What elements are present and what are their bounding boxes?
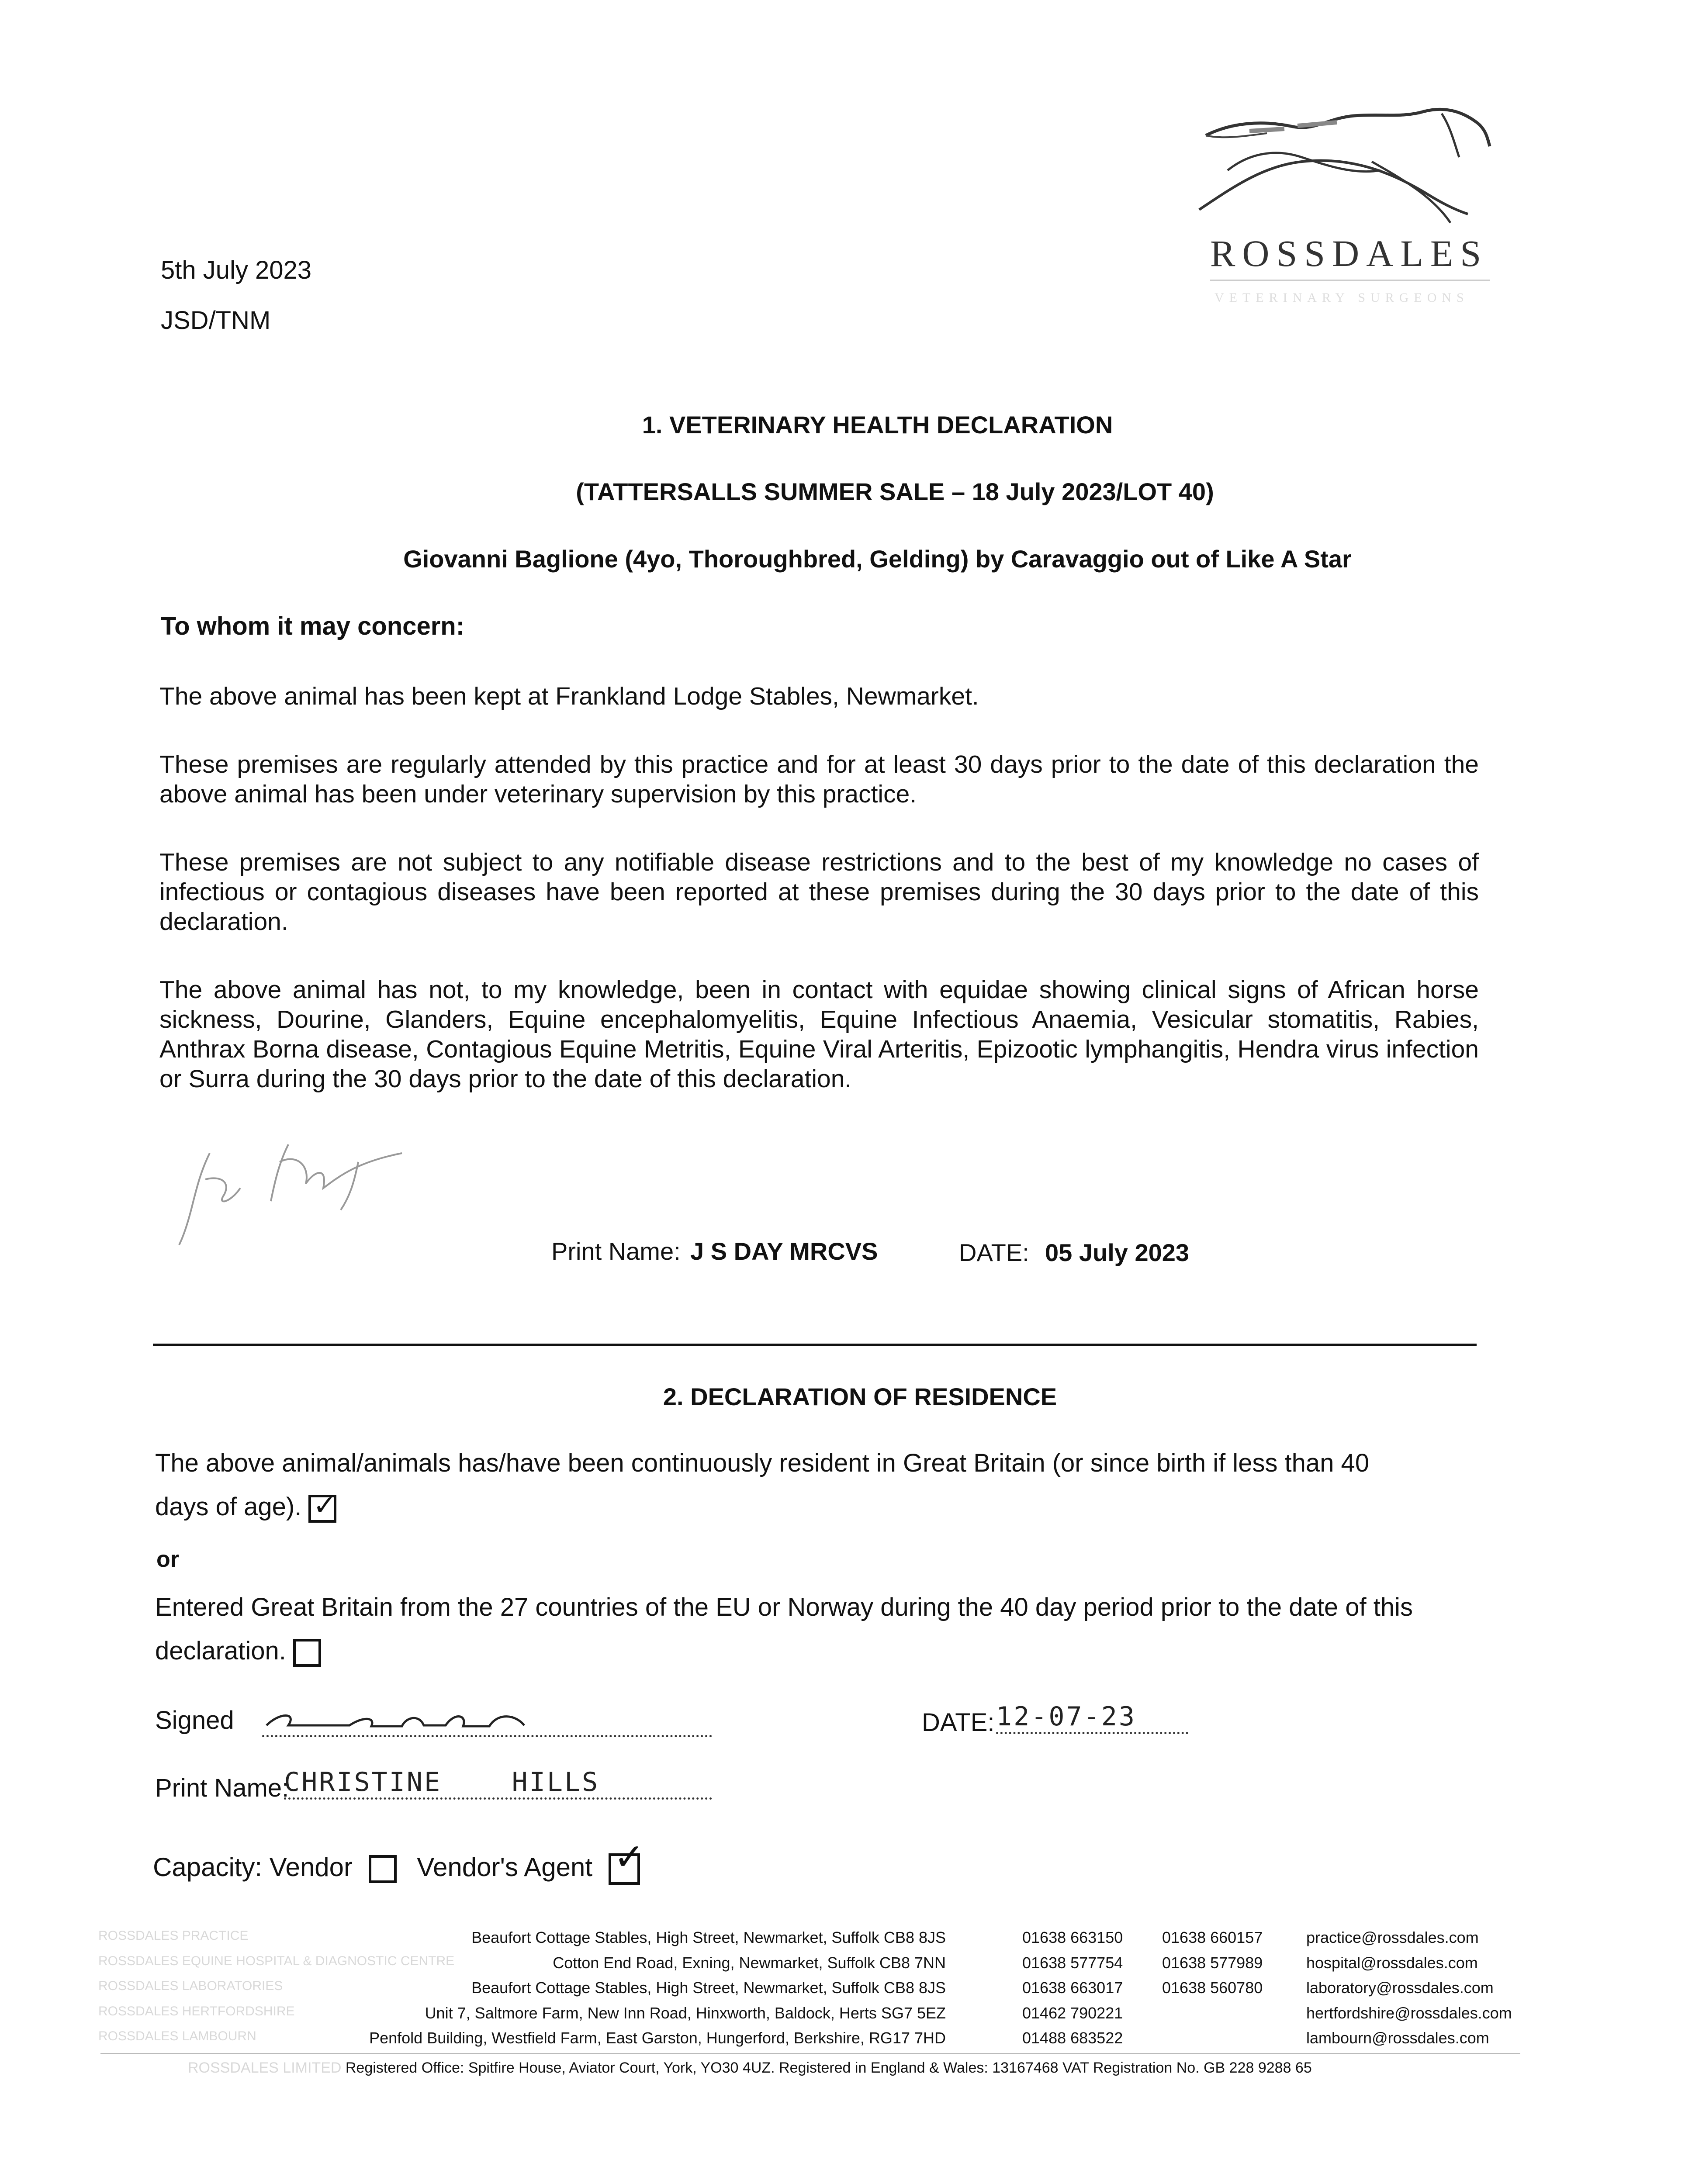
check-mark-icon: ✓ — [313, 1489, 337, 1521]
residence-option-continuous-text: The above animal/animals has/have been continuously resident in Great Britain (or since birth if less than 40 days of age). — [155, 1449, 1370, 1521]
footer-email: lambourn@rossdales.com — [1306, 2029, 1489, 2047]
footer-email: practice@rossdales.com — [1306, 1928, 1479, 1946]
footer-address: Beaufort Cottage Stables, High Street, Newmarket, Suffolk CB8 8JS — [471, 1928, 946, 1946]
footer-fax: 01638 577989 — [1162, 1954, 1263, 1972]
section-divider — [153, 1344, 1477, 1346]
footer-dept: ROSSDALES LAMBOURN — [98, 2029, 256, 2043]
vet-date: 05 July 2023 — [1045, 1239, 1190, 1266]
footer-dept: ROSSDALES HERTFORDSHIRE — [98, 2004, 295, 2018]
letter-date: 5th July 2023 — [161, 256, 312, 284]
residence-option-entered-text: Entered Great Britain from the 27 countries of the EU or Norway during the 40 day period prior to the date of this declaration. — [155, 1593, 1413, 1665]
footer-email: hospital@rossdales.com — [1306, 1954, 1478, 1972]
footer-registered — [188, 2060, 1312, 2077]
footer-company: ROSSDALES LIMITED — [188, 2060, 342, 2076]
owner-print-name: CHRISTINE HILLS — [284, 1767, 712, 1800]
footer-email: laboratory@rossdales.com — [1306, 1979, 1494, 1997]
footer-divider — [100, 2053, 1520, 2054]
owner-signature — [262, 1704, 568, 1734]
residence-option-entered — [155, 1586, 1422, 1673]
logo-name: ROSSDALES — [1210, 232, 1488, 274]
footer-address: Unit 7, Saltmore Farm, New Inn Road, Hinxworth, Baldock, Herts SG7 5EZ — [425, 2004, 946, 2022]
footer-tel: 01638 663150 — [1022, 1928, 1123, 1946]
check-mark-icon: ✓ — [613, 1836, 645, 1878]
footer-dept: ROSSDALES PRACTICE — [98, 1928, 249, 1943]
capacity-row — [153, 1836, 645, 1885]
footer-tel: 01462 790221 — [1022, 2004, 1123, 2022]
footer-registered-text: Registered Office: Spitfire House, Aviator Court, York, YO30 4UZ. Registered in England & Wales: 13167468 VAT Registration No. GB 228 9288 65 — [345, 2060, 1312, 2076]
vet-date-label: DATE: — [959, 1239, 1029, 1266]
section2-title: 2. DECLARATION OF RESIDENCE — [663, 1383, 1057, 1410]
footer-fax: 01638 560780 — [1162, 1979, 1263, 1997]
paragraph-kept-at: The above animal has been kept at Frankland Lodge Stables, Newmarket. — [159, 682, 979, 710]
logo-subtitle: VETERINARY SURGEONS — [1214, 290, 1469, 305]
footer-email: hertfordshire@rossdales.com — [1306, 2004, 1512, 2022]
letter-reference: JSD/TNM — [161, 306, 271, 335]
residence-continuous-checkbox[interactable] — [308, 1489, 337, 1523]
paragraph-no-restrictions: These premises are not subject to any notifiable disease restrictions and to the best of my knowledge no cases of infectious or contagious diseases have been reported at these premises during the 30 days prior to the date of this declaration. — [159, 848, 1479, 936]
vet-print-name: J S DAY MRCVS — [690, 1237, 878, 1265]
logo-divider — [1210, 280, 1490, 281]
signed-label: Signed — [155, 1706, 234, 1735]
horse-logo-icon — [1197, 105, 1503, 232]
or-label: or — [156, 1547, 179, 1572]
residence-entered-checkbox[interactable] — [293, 1639, 321, 1667]
footer-dept: ROSSDALES EQUINE HOSPITAL & DIAGNOSTIC CENTRE — [98, 1954, 455, 1968]
sale-line: (TATTERSALLS SUMMER SALE – 18 July 2023/LOT 40) — [576, 478, 1214, 505]
vendor-agent-label: Vendor's Agent — [417, 1852, 593, 1882]
capacity-vendor-label: Capacity: Vendor — [153, 1852, 353, 1882]
footer-dept: ROSSDALES LABORATORIES — [98, 1979, 283, 1993]
vet-signature — [175, 1136, 419, 1258]
paragraph-no-contact: The above animal has not, to my knowledge, been in contact with equidae showing clinical signs of African horse sickness, Dourine, Glanders, Equine encephalomyelitis, Equine Infectious Anaemia, Vesicular stomatitis, Rabies, Anthrax Borna disease, Contagious Equine Metritis, Equine Viral Arteritis, Epizootic lymphangitis, Hendra virus infection or Surra during the 30 days prior to the date of this declaration. — [159, 976, 1479, 1093]
owner-print-name-label: Print Name: — [155, 1774, 289, 1802]
owner-signature-line — [262, 1704, 712, 1737]
residence-option-continuous — [155, 1441, 1422, 1529]
owner-date-label: DATE: — [922, 1708, 995, 1737]
owner-date: 12-07-23 — [996, 1701, 1188, 1734]
vet-print-name-label: Print Name: — [551, 1237, 681, 1265]
vendor-checkbox[interactable] — [369, 1855, 397, 1883]
footer-tel: 01638 577754 — [1022, 1954, 1123, 1972]
salutation: To whom it may concern: — [161, 612, 465, 640]
footer-address: Beaufort Cottage Stables, High Street, Newmarket, Suffolk CB8 8JS — [471, 1979, 946, 1997]
vendor-agent-checkbox[interactable] — [609, 1836, 645, 1885]
footer-fax: 01638 660157 — [1162, 1928, 1263, 1946]
footer-tel: 01488 683522 — [1022, 2029, 1123, 2047]
footer-address: Penfold Building, Westfield Farm, East Garston, Hungerford, Berkshire, RG17 7HD — [369, 2029, 946, 2047]
footer-tel: 01638 663017 — [1022, 1979, 1123, 1997]
paragraph-supervision: These premises are regularly attended by this practice and for at least 30 days prior to the date of this declaration the above animal has been under veterinary supervision by this practice. — [159, 750, 1479, 808]
footer-address: Cotton End Road, Exning, Newmarket, Suffolk CB8 7NN — [553, 1954, 946, 1972]
horse-line: Giovanni Baglione (4yo, Thoroughbred, Gelding) by Caravaggio out of Like A Star — [403, 545, 1352, 573]
section1-title: 1. VETERINARY HEALTH DECLARATION — [642, 411, 1113, 439]
